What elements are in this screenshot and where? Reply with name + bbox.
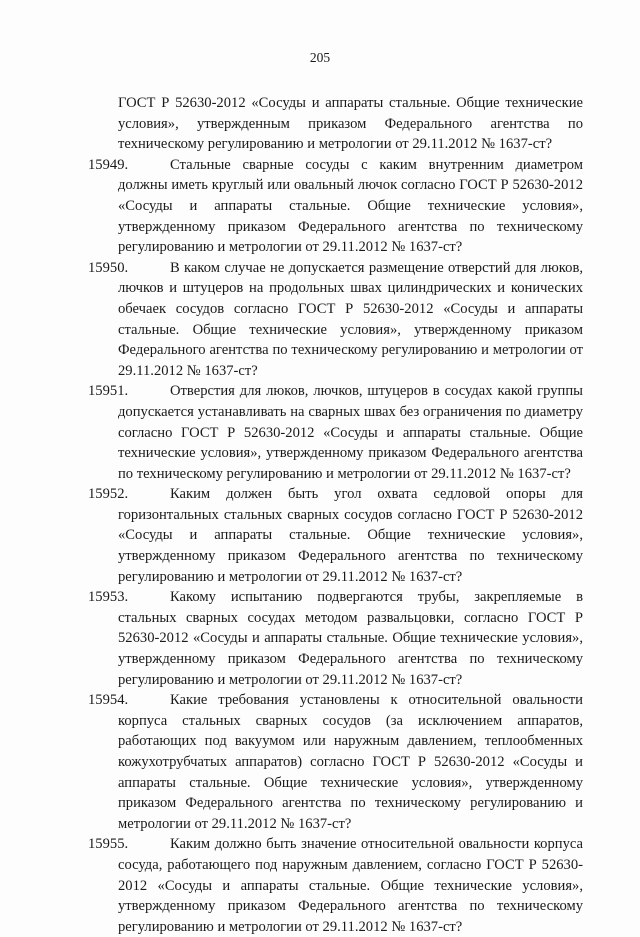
question-item xyxy=(88,690,583,834)
question-number: 15952. xyxy=(88,486,129,503)
question-item xyxy=(88,587,583,690)
question-item xyxy=(88,834,583,937)
question-number: 15951. xyxy=(88,383,129,400)
question-item xyxy=(88,381,583,484)
question-text: Стальные сварные сосуды с каким внутренним диаметром должны иметь круглый или овальный лючок согласно ГОСТ Р 52630-2012 «Сосуды и аппараты стальные. Общие технические условия», утвержденному приказом Федерального агентства по техническому регулированию и метрологии от 29.11.2012 № 1637-ст? xyxy=(118,156,583,256)
question-text: Какие требования установлены к относительной овальности корпуса стальных сварных сосудов (за исключением аппаратов, работающих под вакуумом или наружным давлением, теплообменных кожухотрубчатых аппаратов) согласно ГОСТ Р 52630-2012 «Сосуды и аппараты стальные. Общие технические условия», утвержденному приказом Федерального агентства по техническому регулированию и метрологии от 29.11.2012 № 1637-ст? xyxy=(118,692,583,832)
question-item xyxy=(88,258,583,382)
question-text: Отверстия для люков, лючков, штуцеров в сосудах какой группы допускается устанавливать на сварных швах без ограничения по диаметру согласно ГОСТ Р 52630-2012 «Сосуды и аппараты стальные. Общие технические условия», утвержденному приказом Федерального агентства по техническому регулированию и метрологии от 29.11.2012 № 1637-ст? xyxy=(118,383,583,482)
document-body xyxy=(88,93,583,937)
question-item xyxy=(88,155,583,258)
question-number: 15953. xyxy=(88,589,129,606)
question-text: Какому испытанию подвергаются трубы, закрепляемые в стальных сварных сосудах методом развальцовки, согласно ГОСТ Р 52630-2012 «Сосуды и аппараты стальные. Общие технические условия», утвержденному приказом Федерального агентства по техническому регулированию и метрологии от 29.11.2012 № 1637-ст? xyxy=(118,589,583,688)
question-item xyxy=(88,484,583,587)
question-text: Каким должен быть угол охвата седловой опоры для горизонтальных стальных сварных сосудов согласно ГОСТ Р 52630-2012 «Сосуды и аппараты стальные. Общие технические условия», утвержденному приказом Федерального агентства по техническому регулированию и метрологии от 29.11.2012 № 1637-ст? xyxy=(118,486,583,585)
question-text: Каким должно быть значение относительной овальности корпуса сосуда, работающего под наружным давлением, согласно ГОСТ Р 52630-2012 «Сосуды и аппараты стальные. Общие технические условия», утвержденному приказом Федерального агентства по техническому регулированию и метрологии от 29.11.2012 № 1637-ст? xyxy=(118,836,583,935)
page-number: 205 xyxy=(309,50,331,65)
question-number: 15955. xyxy=(88,836,129,853)
question-number: 15954. xyxy=(88,692,129,709)
question-number: 15950. xyxy=(88,259,129,276)
question-number: 15949. xyxy=(88,156,129,173)
intro-paragraph: ГОСТ Р 52630-2012 «Сосуды и аппараты стальные. Общие технические условия», утвержденным приказом Федерального агентства по техническому регулированию и метрологии от 29.11.2012 № 1637-ст? xyxy=(118,95,583,153)
question-text: В каком случае не допускается размещение отверстий для люков, лючков и штуцеров на продольных швах цилиндрических и конических обечаек сосудов согласно ГОСТ Р 52630-2012 «Сосуды и аппараты стальные. Общие технические условия», утвержденному приказом Федерального агентства по техническому регулированию и метрологии от 29.11.2012 № 1637-ст? xyxy=(118,259,583,379)
